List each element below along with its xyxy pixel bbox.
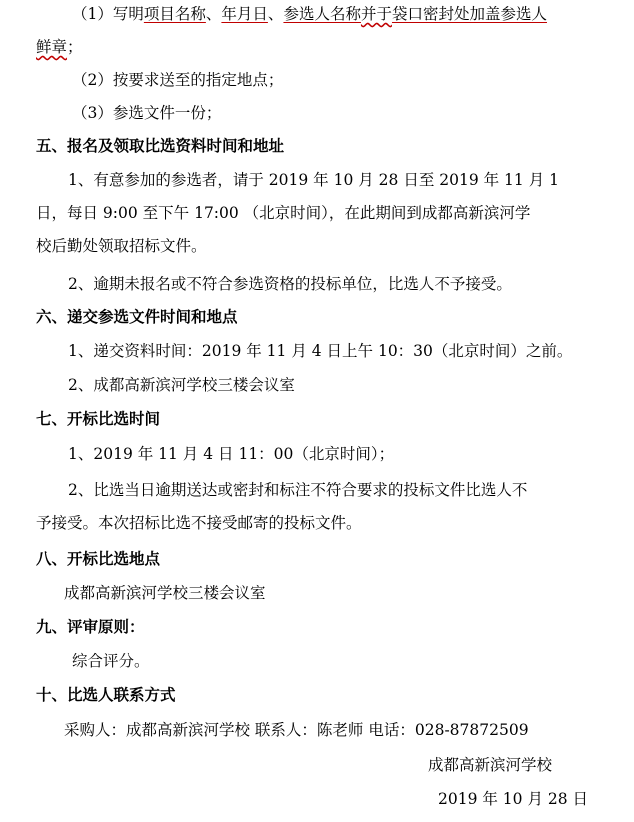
paragraph-line-11: 1、递交资料时间：2019 年 11 月 4 日上午 10：30（北京时间）之前。 bbox=[68, 342, 573, 360]
text-segment-underlined: 袋口密封处加盖参选人 bbox=[391, 5, 547, 23]
paragraph-line-14: 1、2019 年 11 月 4 日 11：00（北京时间）； bbox=[68, 445, 395, 463]
text-segment-wavy: 并于 bbox=[360, 5, 392, 23]
text-segment-underlined: 年月日 bbox=[221, 5, 268, 23]
paragraph-line-18: 成都高新滨河学校三楼会议室 bbox=[64, 584, 266, 602]
section-heading-8: 八、开标比选地点 bbox=[36, 550, 161, 568]
section-heading-9: 九、评审原则： bbox=[36, 618, 145, 636]
paragraph-line-20: 综合评分。 bbox=[72, 652, 150, 670]
paragraph-line-9: 2、逾期未报名或不符合参选资格的投标单位，比选人不予接受。 bbox=[68, 275, 512, 293]
paragraph-line-4: （3）参选文件一份； bbox=[72, 104, 222, 122]
contact-line: 采购人：成都高新滨河学校 联系人：陈老师 电话：028-87872509 bbox=[64, 721, 529, 739]
paragraph-line-12: 2、成都高新滨河学校三楼会议室 bbox=[68, 376, 295, 394]
text-segment-underlined: 项目名称 bbox=[143, 5, 206, 23]
paragraph-line-8: 校后勤处领取招标文件。 bbox=[36, 237, 207, 255]
paragraph-line-1 bbox=[72, 4, 634, 24]
text-segment: ； bbox=[67, 38, 83, 56]
paragraph-line-15: 2、比选当日逾期送达或密封和标注不符合要求的投标文件比选人不 bbox=[68, 481, 528, 499]
paragraph-line-3: （2）按要求送至的指定地点； bbox=[72, 71, 284, 89]
paragraph-line-6: 1、有意参加的参选者，请于 2019 年 10 月 28 日至 2019 年 11 月 1 bbox=[68, 171, 559, 189]
text-segment-wavy: 鲜章 bbox=[36, 38, 68, 56]
paragraph-line-7: 日，每日 9:00 至下午 17:00 （北京时间），在此期间到成都高新滨河学 bbox=[36, 204, 531, 222]
text-segment: 、 bbox=[267, 5, 284, 23]
text-segment: 、 bbox=[205, 5, 222, 23]
paragraph-line-16: 予接受。本次招标比选不接受邮寄的投标文件。 bbox=[36, 514, 362, 532]
section-heading-10: 十、比选人联系方式 bbox=[36, 686, 176, 704]
section-heading-6: 六、递交参选文件时间和地点 bbox=[36, 308, 238, 326]
signature-organization: 成都高新滨河学校 bbox=[428, 756, 553, 774]
section-heading-5: 五、报名及领取比选资料时间和地址 bbox=[36, 137, 285, 155]
section-heading-7: 七、开标比选时间 bbox=[36, 410, 161, 428]
signature-date: 2019 年 10 月 28 日 bbox=[438, 790, 589, 808]
text-segment: （1）写明 bbox=[72, 5, 144, 23]
paragraph-line-2 bbox=[36, 37, 634, 57]
text-segment-underlined: 参选人名称 bbox=[283, 5, 361, 23]
